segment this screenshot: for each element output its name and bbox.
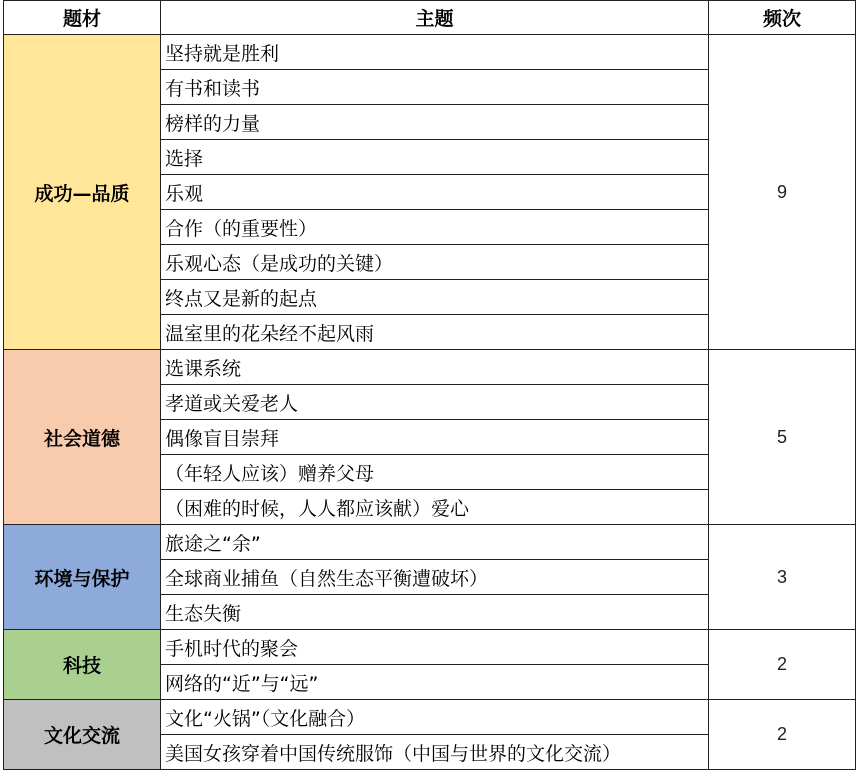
topic-frequency-table bbox=[3, 0, 856, 770]
frequency-cell: 3 bbox=[709, 525, 856, 630]
header-category: 题材 bbox=[4, 1, 161, 35]
topic-cell: 旅途之“余” bbox=[161, 525, 709, 560]
frequency-cell: 5 bbox=[709, 350, 856, 525]
category-cell: 文化交流 bbox=[4, 700, 161, 770]
table-row bbox=[4, 700, 856, 735]
category-cell: 环境与保护 bbox=[4, 525, 161, 630]
table-row bbox=[4, 350, 856, 385]
table-row bbox=[4, 630, 856, 665]
topic-cell: 选课系统 bbox=[161, 350, 709, 385]
topic-cell: 坚持就是胜利 bbox=[161, 35, 709, 70]
topic-cell: （年轻人应该）赠养父母 bbox=[161, 455, 709, 490]
frequency-cell: 9 bbox=[709, 35, 856, 350]
topic-cell: 温室里的花朵经不起风雨 bbox=[161, 315, 709, 350]
category-cell: 成功—品质 bbox=[4, 35, 161, 350]
topic-cell: 乐观 bbox=[161, 175, 709, 210]
table-body bbox=[4, 35, 856, 770]
frequency-cell: 2 bbox=[709, 630, 856, 700]
topic-cell: 美国女孩穿着中国传统服饰（中国与世界的文化交流） bbox=[161, 735, 709, 770]
topic-cell: 乐观心态（是成功的关键） bbox=[161, 245, 709, 280]
table-row bbox=[4, 35, 856, 70]
topic-cell: 合作（的重要性） bbox=[161, 210, 709, 245]
header-frequency: 频次 bbox=[709, 1, 856, 35]
topic-cell: 手机时代的聚会 bbox=[161, 630, 709, 665]
category-cell: 科技 bbox=[4, 630, 161, 700]
category-cell: 社会道德 bbox=[4, 350, 161, 525]
topic-cell: 全球商业捕鱼（自然生态平衡遭破坏） bbox=[161, 560, 709, 595]
topic-cell: 网络的“近”与“远” bbox=[161, 665, 709, 700]
topic-cell: 偶像盲目崇拜 bbox=[161, 420, 709, 455]
header-row bbox=[4, 1, 856, 35]
table-row bbox=[4, 525, 856, 560]
frequency-cell: 2 bbox=[709, 700, 856, 770]
topic-cell: 孝道或关爱老人 bbox=[161, 385, 709, 420]
topic-cell: 选择 bbox=[161, 140, 709, 175]
header-topic: 主题 bbox=[161, 1, 709, 35]
topic-cell: 榜样的力量 bbox=[161, 105, 709, 140]
topic-cell: 文化“火锅”（文化融合） bbox=[161, 700, 709, 735]
topic-cell: 生态失衡 bbox=[161, 595, 709, 630]
topic-cell: （困难的时候，人人都应该献）爱心 bbox=[161, 490, 709, 525]
topic-cell: 终点又是新的起点 bbox=[161, 280, 709, 315]
topic-cell: 有书和读书 bbox=[161, 70, 709, 105]
